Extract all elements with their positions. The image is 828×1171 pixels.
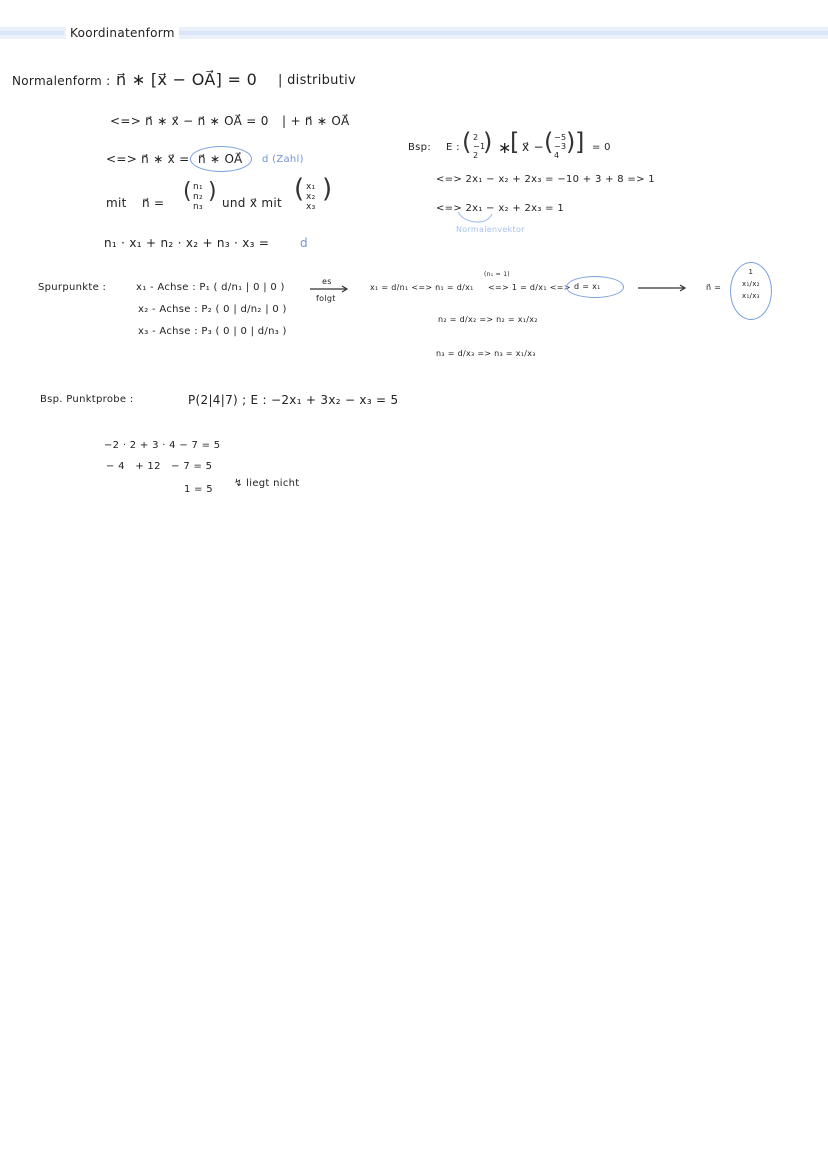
bsp-line1: <=> 2x₁ − x₂ + 2x₃ = −10 + 3 + 8 => 1 [436,174,655,185]
n-vector-component: n₂ [193,192,203,202]
normalenform-step1: <=> n⃗ ∗ x⃗ − n⃗ ∗ OA⃗ = 0 [110,114,269,128]
n-result-vector [742,266,760,302]
normalenform-step1-note: | + n⃗ ∗ OA⃗ [282,114,350,128]
spur-row1-boxed: d = x₁ [574,282,601,291]
page-title: Koordinatenform [66,26,179,40]
bsp-eq0: = 0 [592,142,611,153]
bsp-vec1-component: −1 [473,142,486,151]
n-vector-paren-close: ) [208,179,217,204]
bsp-vec2-paren-close: ) [566,128,576,156]
bsp-label: Bsp: [408,142,431,153]
spurpunkte-label: Spurpunkte : [38,282,107,293]
spur-row1-b: <=> 1 = d/x₁ <=> [488,283,571,292]
n-result-component: x₁/x₃ [742,292,760,300]
bsp-vec1-paren-open: ( [462,128,472,156]
spur-row1-small: (n₁ = 1) [484,271,510,278]
n-result-component: x₁/x₂ [742,280,760,288]
x-vector-paren-close: ) [322,174,333,204]
x-vector-component: x₁ [306,182,316,192]
punktprobe-line3: 1 = 5 [184,484,213,495]
bsp-vec2-paren-open: ( [544,128,554,156]
bsp-vec2-component: −3 [554,142,567,151]
spur-row3: n₃ = d/x₃ => n₃ = x₁/x₃ [436,349,536,358]
d-zahl-note: d (Zahl) [262,154,304,165]
n-result-component: 1 [748,268,754,276]
spurpunkt-x3: x₃ - Achse : P₃ ( 0 | 0 | d/n₃ ) [138,326,287,337]
spurpunkt-x1: x₁ - Achse : P₁ ( d/n₁ | 0 | 0 ) [136,282,285,293]
bsp-vec1-paren-close: ) [483,128,493,156]
x-vector-label: und x⃗ mit [222,196,282,210]
x-vector [306,182,316,212]
bsp-vec1-component: 2 [473,151,479,160]
bsp-vec2-component: −5 [554,133,567,142]
normalenvektor-annotation: Normalenvektor [456,225,525,234]
bsp-times: ∗ [498,138,512,157]
spur-row2: n₂ = d/x₂ => n₂ = x₁/x₂ [438,315,538,324]
normalenform-label: Normalenform : [12,74,111,88]
punktprobe-line2: − 4 + 12 − 7 = 5 [106,461,213,472]
n-vector-component: n₁ [193,182,203,192]
arrow-label-es: es [322,277,332,286]
punktprobe-label: Bsp. Punktprobe : [40,394,134,405]
bsp-vec2-component: 4 [554,151,560,160]
spur-row1-a: x₁ = d/n₁ <=> n₁ = d/x₁ [370,283,474,292]
punktprobe-line1: −2 · 2 + 3 · 4 − 7 = 5 [104,440,221,451]
n-vector [193,182,203,212]
bsp-bracket-close: ] [575,128,585,156]
bsp-vec1-component: 2 [473,133,479,142]
koordinatenform-result: n₁ · x₁ + n₂ · x₂ + n₃ · x₃ = [104,236,270,250]
bsp-line2: <=> 2x₁ − x₂ + 2x₃ = 1 [436,203,564,214]
n-vector-paren-open: ( [183,179,192,204]
x-vector-component: x₂ [306,192,316,202]
n-vector-component: n₃ [193,202,203,212]
punktprobe-conclusion: ↯ liegt nicht [234,478,300,489]
normalenform-step2: <=> n⃗ ∗ x⃗ = [106,152,190,166]
n-vector-label: n⃗ = [142,196,165,210]
mit-label: mit [106,196,127,210]
heading-band-accent-right [178,31,828,35]
x-vector-paren-open: ( [294,174,305,204]
spurpunkt-x2: x₂ - Achse : P₂ ( 0 | d/n₂ | 0 ) [138,304,287,315]
normalenform-equation: n⃗ ∗ [x⃗ − OA⃗] = 0 [116,70,258,89]
bsp-x-minus: x⃗ − [522,140,544,154]
normalenform-step2-boxed: n⃗ ∗ OA⃗ [198,152,243,166]
arrow-es-folgt-head [342,286,347,292]
arrow-label-folgt: folgt [316,294,336,303]
heading-band-accent-left [0,31,64,35]
punktprobe-given: P(2|4|7) ; E : −2x₁ + 3x₂ − x₃ = 5 [188,393,399,407]
n-result-label: n⃗ = [706,283,722,292]
bsp-vec2 [554,133,566,160]
bsp-bracket-open: [ [510,128,520,156]
koordinatenform-result-d: d [300,236,308,250]
x-vector-component: x₃ [306,202,316,212]
bsp-E: E : [446,142,460,153]
normalenform-note: | distributiv [278,73,356,88]
arrow-to-n-result-head [680,285,685,291]
